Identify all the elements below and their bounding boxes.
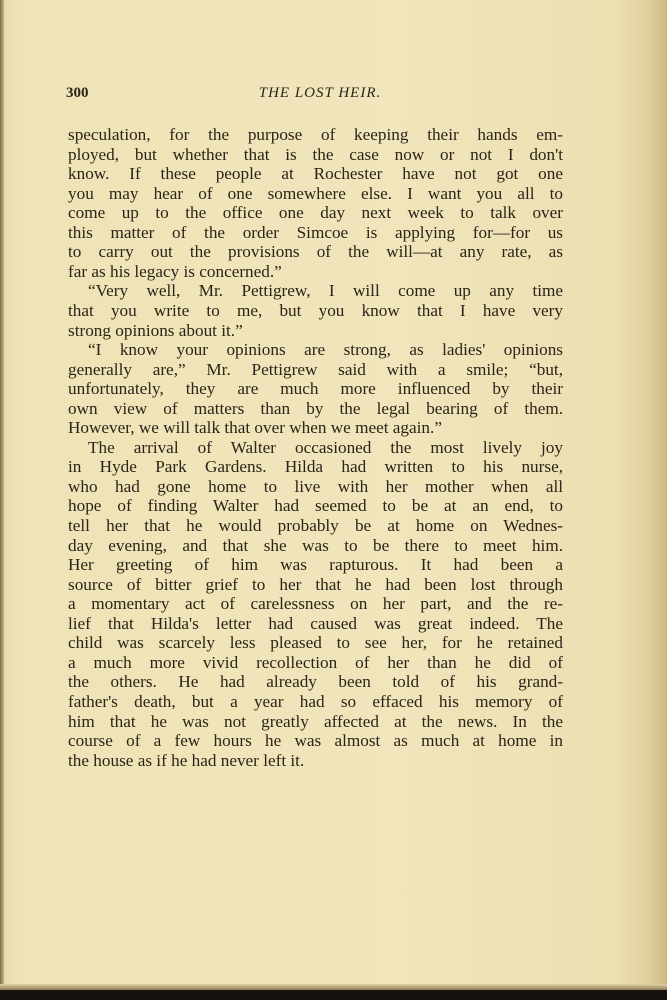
text-line: course of a few hours he was almost as much at home in <box>68 731 563 751</box>
text-line: lief that Hilda's letter had caused was great indeed. The <box>68 613 563 633</box>
text-line: you may hear of one somewhere else. I want you all to <box>68 183 563 203</box>
running-title: THE LOST HEIR. <box>258 85 382 101</box>
text-line: father's death, but a year had so effaced his memory of <box>68 691 563 711</box>
text-line: The arrival of Walter occasioned the most lively joy <box>88 437 563 457</box>
text-line: know. If these people at Rochester have not got one <box>68 164 563 184</box>
text-line: hope of finding Walter had seemed to be at an end, to <box>68 496 563 516</box>
text-line: “I know your opinions are strong, as ladies' opinions <box>88 340 563 360</box>
text-line: strong opinions about it.” <box>68 320 243 340</box>
text-line: source of bitter grief to her that he had been lost through <box>68 574 563 594</box>
text-line: generally are,” Mr. Pettigrew said with a smile; “but, <box>68 359 563 379</box>
text-line: to carry out the provisions of the will—at any rate, as <box>68 242 563 262</box>
text-line: in Hyde Park Gardens. Hilda had written to his nurse, <box>68 457 563 477</box>
text-line: unfortunately, they are much more influenced by their <box>68 379 563 399</box>
scan-bottom-border <box>0 990 667 1000</box>
text-line: ployed, but whether that is the case now or not I don't <box>68 144 563 164</box>
text-line: Her greeting of him was rapturous. It had been a <box>68 555 563 575</box>
text-line: the others. He had already been told of his grand- <box>68 672 563 692</box>
text-line: However, we will talk that over when we meet again.” <box>68 418 442 438</box>
text-line: child was scarcely less pleased to see her, for he retained <box>68 633 563 653</box>
text-line: speculation, for the purpose of keeping their hands em- <box>68 125 563 144</box>
text-line: a much more vivid recollection of her than he did of <box>68 652 563 672</box>
page-left-edge <box>0 0 4 1000</box>
text-line: him that he was not greatly affected at the news. In the <box>68 711 563 731</box>
text-line: come up to the office one day next week to talk over <box>68 203 563 223</box>
page-number: 300 <box>66 85 89 101</box>
text-line: this matter of the order Simcoe is applying for—for us <box>68 222 563 242</box>
text-line: far as his legacy is concerned.” <box>68 261 282 281</box>
text-line: “Very well, Mr. Pettigrew, I will come up any time <box>88 281 563 301</box>
text-line: own view of matters than by the legal bearing of them. <box>68 398 563 418</box>
text-line: the house as if he had never left it. <box>68 750 305 770</box>
text-line: that you write to me, but you know that I have very <box>68 300 563 320</box>
text-line: who had gone home to live with her mother when all <box>68 476 563 496</box>
text-line: day evening, and that she was to be there to meet him. <box>68 535 563 555</box>
text-line: tell her that he would probably be at home on Wednes- <box>68 516 563 535</box>
text-line: a momentary act of carelessness on her part, and the re- <box>68 594 563 614</box>
